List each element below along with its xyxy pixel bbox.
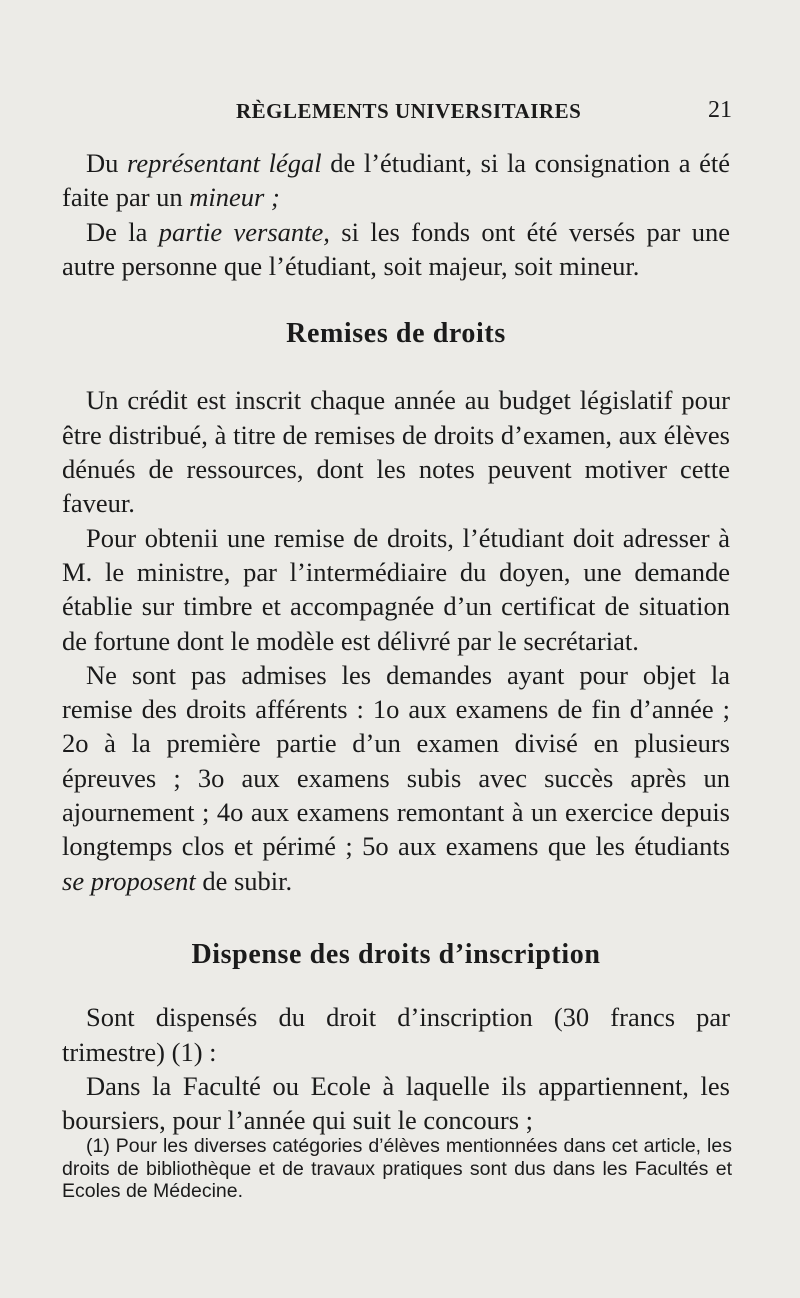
- paragraph-representant: Du représentant légal de l’étudiant, si la consignation a été faite par un mineur ;: [62, 148, 731, 213]
- footnote: [62, 1135, 732, 1203]
- emphasis: représentant légal: [127, 148, 322, 178]
- emphasis: se proposent: [62, 865, 196, 896]
- section-heading-dispense: Dispense des droits d’inscription: [191, 938, 601, 970]
- paragraph-non-admises: Ne sont pas admises les demandes ayant pour objet la remise des droits afférents : 1o aux examens de fin d’année ; 2o à la première partie d’un examen divisé en plusieurs épreuves ; 3o aux examens subis avec succès après un ajournement ; 4o aux examens remontant à un exercice depuis longtemps clos et périmé ; 5o aux examens que les étudiants se proposent de subir.: [62, 659, 730, 896]
- paragraph-dispenses: Sont dispensés du droit d’inscription (30 francs par trimestre) (1) :: [62, 1002, 730, 1067]
- section-heading-remises: Remises de droits: [286, 318, 506, 350]
- running-title: RÈGLEMENTS UNIVERSITAIRES: [236, 99, 582, 123]
- paragraph-partie-versante: De la partie versante, si les fonds ont été versés par une autre personne que l’étudiant, soit majeur, soit mineur.: [62, 216, 731, 281]
- page-number: 21: [708, 97, 732, 123]
- paragraph-boursiers: Dans la Faculté ou Ecole à laquelle ils appartiennent, les boursiers, pour l’année qui suit le concours ;: [62, 1070, 730, 1136]
- paragraph-obtenir-remise: Pour obtenii une remise de droits, l’étudiant doit adresser à M. le ministre, par l’intermédiaire du doyen, une demande établie sur timbre et accompagnée d’un certificat de situation de fortune dont le modèle est délivré par le secrétariat.: [62, 522, 730, 656]
- footnote-text: (1) Pour les diverses catégories d’élèves mentionnées dans cet article, les droits de bibliothèque et de travaux pratiques sont dus dans les Facultés et Ecoles de Médecine.: [62, 1135, 732, 1202]
- emphasis: mineur ;: [189, 182, 280, 213]
- emphasis: partie versante,: [158, 216, 330, 247]
- paragraph-credit: Un crédit est inscrit chaque année au budget législatif pour être distribué, à titre de remises de droits d’examen, aux élèves dénués de ressources, dont les notes peuvent motiver cette faveur.: [62, 385, 730, 519]
- page-body: [62, 146, 730, 1137]
- page-header: [0, 97, 800, 127]
